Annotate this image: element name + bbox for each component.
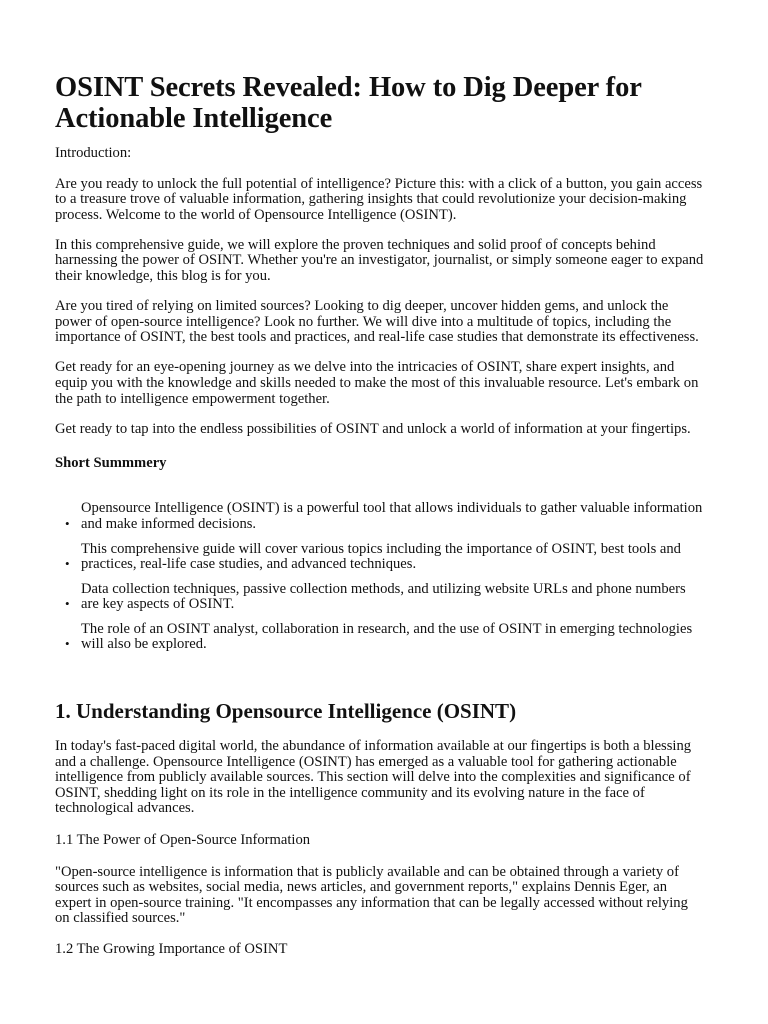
subsection-title: 1.1 The Power of Open-Source Information	[55, 831, 311, 848]
summary-heading: Short Summmery	[55, 455, 167, 472]
subsection-title: 1.2 The Growing Importance of OSINT	[55, 941, 288, 958]
summary-list-item	[55, 501, 705, 532]
bullet-icon: •	[65, 596, 70, 612]
bullet-icon: •	[65, 556, 70, 572]
introduction-label: Introduction:	[55, 145, 132, 161]
intro-paragraph: Are you ready to unlock the full potential of intelligence? Picture this: with a click of a button, you gain access to a treasure trove of valuable information, gathering insights that could revolutionize your decision-making process. Welcome to the world of Opensource Intelligence (OSINT).	[55, 175, 703, 223]
summary-item-text: This comprehensive guide will cover various topics including the importance of OSINT, best tools and practices, real-life case studies, and advanced techniques.	[81, 540, 681, 573]
summary-list-item	[55, 542, 705, 573]
summary-item-text: The role of an OSINT analyst, collaboration in research, and the use of OSINT in emerging technologies will also be explored.	[81, 620, 693, 653]
document-page	[55, 72, 705, 974]
intro-paragraph: Get ready to tap into the endless possibilities of OSINT and unlock a world of information at your fingertips.	[55, 420, 691, 437]
section-paragraph: In today's fast-paced digital world, the abundance of information available at our fingertips is both a blessing and a challenge. Opensource Intelligence (OSINT) has emerged as a valuable tool for gathering actionable intelligence from publicly available sources. This section will delve into the complexities and significance of OSINT, shedding light on its role in the intelligence community and its evolving nature in the face of technological advances.	[55, 738, 692, 817]
summary-item-text: Data collection techniques, passive collection methods, and utilizing website URLs and phone numbers are key aspects of OSINT.	[81, 580, 686, 613]
intro-paragraph: Get ready for an eye-opening journey as we delve into the intricacies of OSINT, share expert insights, and equip you with the knowledge and skills needed to make the most of this invaluable resource. Let's embark on the path to intelligence empowerment together.	[55, 359, 699, 407]
page-title: OSINT Secrets Revealed: How to Dig Deeper for Actionable Intelligence	[55, 72, 642, 134]
summary-item-text: Opensource Intelligence (OSINT) is a powerful tool that allows individuals to gather valuable information and make informed decisions.	[81, 500, 703, 532]
bullet-icon: •	[65, 636, 70, 652]
bullet-icon: •	[65, 515, 70, 531]
intro-paragraph: In this comprehensive guide, we will explore the proven techniques and solid proof of concepts behind harnessing the power of OSINT. Whether you're an investigator, journalist, or simply someone eager to expand their knowledge, this blog is for you.	[55, 236, 704, 285]
intro-paragraph: Are you tired of relying on limited sources? Looking to dig deeper, uncover hidden gems, and unlock the power of open-source intelligence? Look no further. We will dive into a multitude of topics, including the importance of OSINT, the best tools and practices, and real-life case studies that demonstrate its effectiveness.	[55, 298, 699, 346]
section-heading: 1. Understanding Opensource Intelligence (OSINT)	[55, 699, 517, 724]
quote-paragraph: "Open-source intelligence is information that is publicly available and can be obtained through a variety of sources such as websites, social media, news articles, and government reports," explains Dennis Eger, an expert in open-source training. "It encompasses any information that can be legally accessed without relying on classified sources."	[55, 863, 688, 927]
summary-list-item	[55, 622, 705, 653]
summary-list-item	[55, 582, 705, 613]
summary-list	[55, 501, 705, 653]
